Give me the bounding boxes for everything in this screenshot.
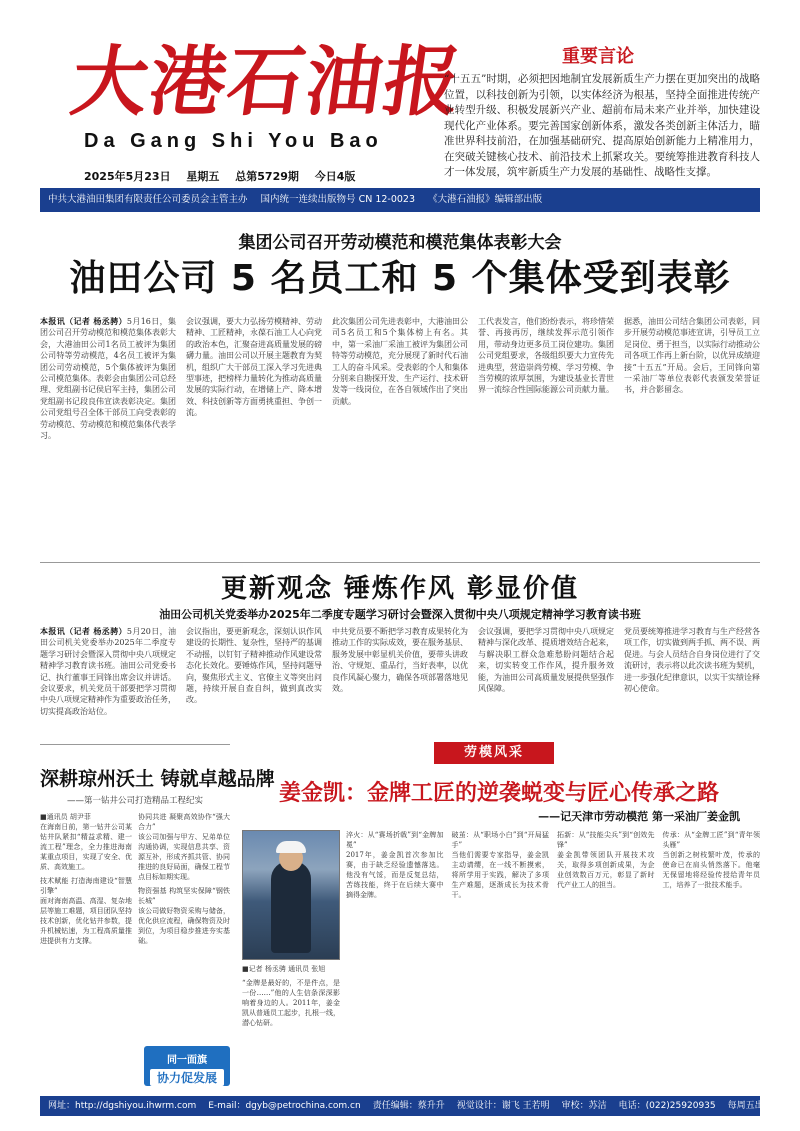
left-feature-text: 物资强基 构筑坚实保障“钢铁长城” 该公司做好物资采购与储备，优化供应流程，确保物资及时到位，为项目稳步推进夯实基础。 (138, 887, 230, 945)
footer-bar (40, 1096, 773, 1116)
left-feature-columns (40, 812, 230, 1080)
right-feature-headline[interactable]: 姜金凯：金牌工匠的逆袭蜕变与匠心传承之路 (278, 781, 719, 806)
left-feature-column (40, 812, 132, 1080)
footer-email[interactable]: E-mail：dgyb@petrochina.com.cn (208, 1101, 361, 1111)
publisher-cn: 国内统一连续出版物号 CN 12-0023 (260, 194, 416, 205)
footer-proofreader: 审校：苏洁 (561, 1101, 607, 1111)
publisher-editor: 《大港石油报》编辑部出版 (428, 194, 543, 205)
lead-column: 此次集团公司先进表彰中，大港油田公司5名员工和5个集体榜上有名。其中，第一采油厂采油工被评为集团公司特等劳动模范，充分展现了新时代石油工人的奋斗风采。受表彰的个人和集体分别来自勘探开发、生产运行、技术研发等一线岗位，在各自领域作出了突出贡献。 (332, 317, 468, 406)
lead-column: 据悉，油田公司结合集团公司表彰，同步开展劳动模范事迹宣讲，引导员工立足岗位、勇于担当，以实际行动推动公司各项工作再上新台阶，以优异成绩迎接“十五五”开局。会后，王同锋向第一采油厂等单位表彰代表颁发荣誉证书，并合影留念。 (624, 317, 760, 395)
lead-subtitle: 集团公司召开劳动模范和模范集体表彰大会 (238, 233, 562, 253)
left-feature-text: 协同共进 凝聚高效协作“强大合力” 该公司加强与甲方、兄弟单位沟通协调，实现信息共享、资源互补，形成齐抓共管、协同推进的良好局面，确保工程节点目标如期实现。 (138, 813, 230, 881)
logo-text: 大港石油报 (65, 37, 469, 126)
footer-frequency: 每周五出版 (727, 1101, 773, 1111)
issue-number: 总第5729期 (235, 170, 299, 183)
footer-editor: 责任编辑：蔡升升 (372, 1101, 445, 1111)
person-body (271, 861, 311, 953)
hard-hat-icon (276, 841, 306, 853)
second-column-text: 5月20日，油田公司机关党委举办2025年二季度专题学习研讨会暨深入贯彻中央八项规定精神学习教育读书班。油田公司党委书记、执行董事王同锋出席会议并讲话。会议要求，机关党员干部要把学习贯彻中央八项规定精神作为重要政治任务，切实提高政治站位。 (40, 627, 176, 716)
left-feature-text: 技术赋能 打造海南建设“智慧引擎” 面对海南高温、高湿、复杂地层等施工难题，项目团队坚持技术创新，优化钻井参数，提升机械钻速，为工程高质量推进提供有力支撑。 (40, 877, 132, 945)
ad-line-2: 协力促发展 (150, 1069, 224, 1086)
lead-column (40, 316, 176, 546)
lead-column-text: 5月16日，集团公司召开劳动模范和模范集体表彰大会，大港油田公司1名员工被评为集团公司特等劳动模范，4名员工被评为集团公司劳动模范，5个集体被评为集团公司模范集体。表彰会由集团公司总经理、党组副书记侯启军主持，集团公司党组副书记段良伟宣读表彰决定。集团公司党组号召全体干部员工向受表彰的劳动模范、劳动模范和模范集体代表学习。 (40, 317, 176, 441)
masthead (40, 20, 760, 216)
footer-phone: 电话：(022)25920935 (618, 1101, 716, 1111)
ad-banner[interactable] (144, 1046, 230, 1086)
section-label: 劳模风采 (434, 742, 554, 764)
lead-headline[interactable]: 油田公司 5 名员工和 5 个集体受到表彰 (69, 258, 731, 299)
right-feature-column: 传承：从“金牌工匠”到“青年领头雁” 当创新之树枝繁叶茂，传承的使命已在肩头悄然落下。他毫无保留地将经验传授给青年员工，培养了一批技术能手。 (662, 831, 760, 889)
important-news-body: “十五五”时期，必须把因地制宜发展新质生产力摆在更加突出的战略位置，以科技创新为引领，以实体经济为根基，坚持全面推进传统产业转型升级、积极发展新兴产业、超前布局未来产业并举，加快建设现代化产业体系。要完善国家创新体系，激发各类创新主体活力，瞄准世界科技前沿，在加强基础研究、提高原始创新能力上精准用力，在突破关键核心技术、前沿技术上抓紧攻关。要统筹推进教育科技人才一体发展，筑牢新质生产力发展的基础性、战略性支撑。 (444, 73, 760, 178)
second-story (40, 568, 760, 738)
second-column: 会议强调，要把学习贯彻中央八项规定精神与深化改革、提质增效结合起来，与解决职工群众急难愁盼问题结合起来，切实转变工作作风，提升服务效能，为油田公司高质量发展提供坚强作风保障。 (478, 627, 614, 694)
lead-byline: 本报讯（记者 杨丞骋） (40, 316, 127, 326)
issue-weekday: 星期五 (186, 170, 220, 183)
left-feature (40, 750, 275, 1080)
second-column: 中共党员要不断把学习教育成果转化为推动工作的实际成效，要在服务基层、服务发展中彰显机关价值，要带头讲政治、守规矩、重品行，当好表率，以优良作风凝心聚力，确保各项部署落地见效。 (332, 627, 468, 694)
right-feature-column: 淬火：从“赛场折戟”到“金牌加冕” 2017年，姜金凯首次参加比赛，由于缺乏经验遗憾落选。他没有气馁，而是反复总结，苦练技能，终于在后续大赛中摘得金牌。 (346, 831, 444, 899)
second-subtitle: 油田公司机关党委举办2025年二季度专题学习研讨会暨深入贯彻中央八项规定精神学习教育读书班 (159, 608, 641, 621)
right-feature-column: 拓新：从“技能尖兵”到“创效先锋” 姜金凯带领团队开展技术攻关，取得多项创新成果，为企业创效数百万元，彰显了新时代产业工人的担当。 (557, 831, 655, 889)
right-feature-subtitle: ——记天津市劳动模范 第一采油厂姜金凯 (538, 810, 740, 823)
footer-designer: 视觉设计：谢飞 王若明 (456, 1101, 550, 1111)
divider (40, 562, 760, 563)
lead-column: 会议强调，要大力弘扬劳模精神、劳动精神、工匠精神，永葆石油工人心向党的政治本色，汇聚奋进高质量发展的磅礴力量。油田公司以开展主题教育为契机，组织广大干部员工深入学习先进典型事迹，把榜样力量转化为推动高质量发展的实际行动，在增储上产、降本增效、科技创新等方面勇挑重担、争创一流。 (186, 317, 322, 418)
second-column: 党员要统筹推进学习教育与生产经营各项工作，切实做到两手抓、两不误、两促进。与会人员结合自身岗位进行了交流研讨，表示将以此次读书班为契机，进一步强化纪律意识，以实干实绩诠释初心使命。 (624, 627, 760, 694)
right-feature (238, 742, 760, 1082)
left-feature-headline[interactable]: 深耕琼州沃土 铸就卓越品牌 (40, 768, 275, 790)
right-feature-columns (346, 830, 760, 1080)
important-news-title: 重要言论 (562, 46, 634, 67)
portrait-photo (242, 830, 340, 960)
second-headline[interactable]: 更新观念 锤炼作风 彰显价值 (220, 574, 580, 604)
second-columns (40, 626, 760, 738)
right-feature-intro: “金牌是最好的，不是件点，是一份……”他的人生信条深深影响着身边的人。2011年，姜金凯从普通员工起步，扎根一线，潜心钻研。 (242, 979, 340, 1027)
second-byline: 本报讯（记者 杨丞骋） (40, 626, 127, 636)
second-column: 会议指出，要更新观念，深刻认识作风建设的长期性、复杂性，坚持严的基调不动摇，以钉钉子精神推动作风建设常态化长效化。要锤炼作风，坚持问题导向，聚焦形式主义、官僚主义等突出问题，持续开展自查自纠，做到真改实改。 (186, 627, 322, 705)
second-column (40, 626, 176, 738)
issue-info (84, 168, 367, 184)
left-feature-text: ■通讯员 胡尹菲 在海南日前，第一钻井公司某钻井队紧扣“精益求精、建一流工程”理念，全力推进海南某重点项目，实现了安全、优质、高效施工。 (40, 813, 132, 871)
lead-story (40, 228, 760, 558)
right-feature-column: 破茧：从“职场小白”到“开局猛手” 当他们需要专家指导，姜金凯主动请缨，在一线不断摸索，将所学用于实践，解决了多项生产难题，逐渐成长为技术骨干。 (451, 831, 549, 899)
photo-caption: ■记者 杨丞骋 通讯员 张旭 (242, 965, 326, 973)
ad-line-1: 同一面旗 (167, 1055, 207, 1066)
lead-columns (40, 316, 760, 546)
footer-website[interactable]: 网址：http://dgshiyou.ihwrm.com (48, 1101, 197, 1111)
publisher-sponsor: 中共大港油田集团有限责任公司委员会主管主办 (48, 194, 248, 205)
newspaper-logo (65, 36, 469, 128)
important-news-box (444, 42, 760, 184)
logo-pinyin: Da Gang Shi You Bao (84, 130, 383, 152)
left-feature-column (138, 812, 230, 1080)
lead-column: 工代表发言，他们纷纷表示，将珍惜荣誉、再接再厉，继续发挥示范引领作用，带动身边更多员工岗位建功。集团公司党组要求，各级组织要大力宣传先进典型，营造崇尚劳模、学习劳模、争当劳模的浓厚氛围，为建设基业长青世界一流综合性国际能源公司贡献力量。 (478, 317, 614, 395)
divider (40, 744, 230, 745)
left-feature-subtitle: ——第一钻井公司打造精品工程纪实 (66, 796, 203, 806)
publisher-bar (40, 188, 760, 212)
issue-date: 2025年5月23日 (84, 170, 171, 183)
issue-pages: 今日4版 (314, 170, 356, 183)
